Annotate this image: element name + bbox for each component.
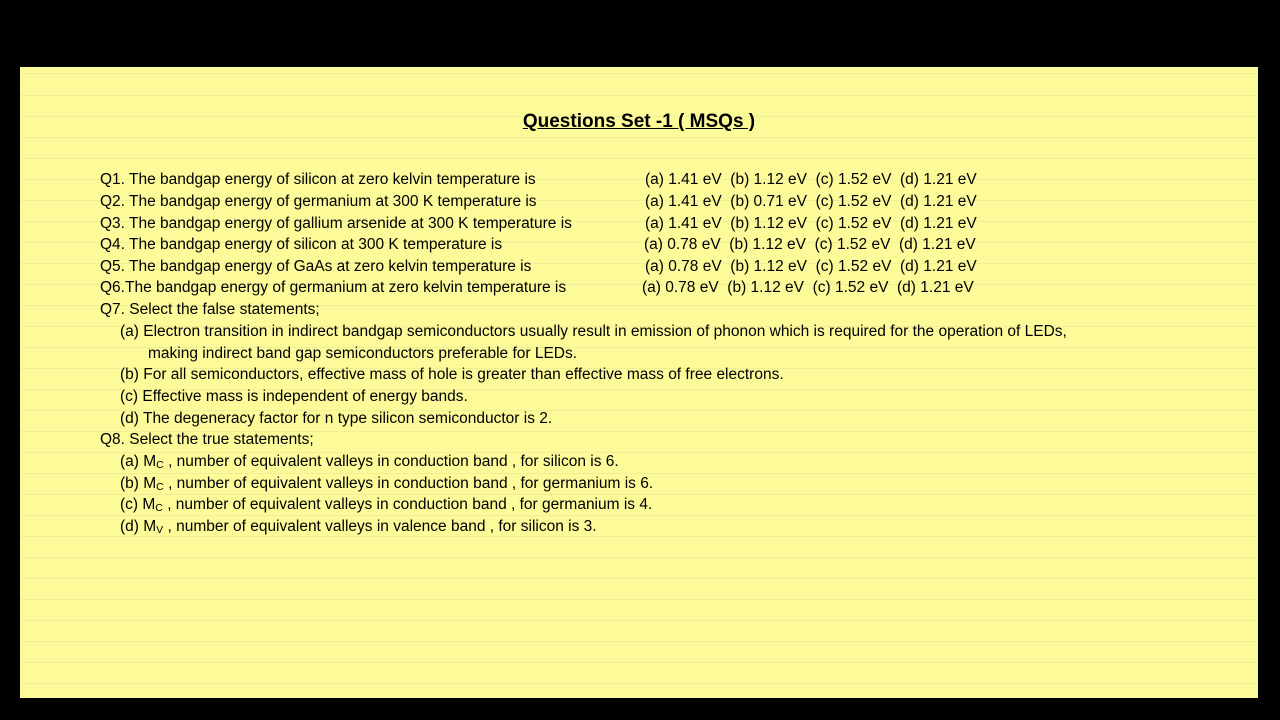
question-8-option-a: (a) $M_C$ , number of equivalent valleys in conduction band , for silicon is 6. (120, 453, 619, 471)
question-7-option-c: (c) Effective mass is independent of energy bands. (120, 388, 468, 405)
question-6-options: (a) 0.78 eV (b) 1.12 eV (c) 1.52 eV (d) 1.21 eV (642, 279, 974, 296)
question-3-options: (a) 1.41 eV (b) 1.12 eV (c) 1.52 eV (d) 1.21 eV (645, 215, 977, 232)
question-8-option-c: (c) $M_C$ , number of equivalent valleys in conduction band , for germanium is 4. (120, 496, 653, 514)
question-4: Q4. The bandgap energy of silicon at 300 K temperature is (100, 236, 503, 253)
question-1-options: (a) 1.41 eV (b) 1.12 eV (c) 1.52 eV (d) 1.21 eV (645, 171, 977, 188)
page-title: Questions Set -1 ( MSQs ) (522, 111, 756, 132)
question-7-option-a-continued: making indirect band gap semiconductors preferable for LEDs. (148, 345, 578, 362)
slide (20, 67, 1258, 698)
question-7-option-b: (b) For all semiconductors, effective mass of hole is greater than effective mass of free electrons. (120, 366, 784, 383)
question-6: Q6.The bandgap energy of germanium at zero kelvin temperature is (100, 279, 567, 296)
question-2-options: (a) 1.41 eV (b) 0.71 eV (c) 1.52 eV (d) 1.21 eV (645, 193, 977, 210)
question-3: Q3. The bandgap energy of gallium arsenide at 300 K temperature is (100, 215, 572, 232)
question-2: Q2. The bandgap energy of germanium at 300 K temperature is (100, 193, 537, 210)
question-4-options: (a) 0.78 eV (b) 1.12 eV (c) 1.52 eV (d) 1.21 eV (644, 236, 976, 253)
question-7-option-a: (a) Electron transition in indirect bandgap semiconductors usually result in emission of phonon which is required for the operation of LEDs, (120, 323, 1067, 340)
question-7-option-d: (d) The degeneracy factor for n type silicon semiconductor is 2. (120, 410, 553, 427)
question-8-option-d: (d) $M_V$ , number of equivalent valleys in valence band , for silicon is 3. (120, 518, 597, 536)
question-5: Q5. The bandgap energy of GaAs at zero kelvin temperature is (100, 258, 532, 275)
question-1: Q1. The bandgap energy of silicon at zero kelvin temperature is (100, 171, 536, 188)
question-7: Q7. Select the false statements; (100, 301, 320, 318)
question-8: Q8. Select the true statements; (100, 431, 314, 448)
question-5-options: (a) 0.78 eV (b) 1.12 eV (c) 1.52 eV (d) 1.21 eV (645, 258, 977, 275)
question-8-option-b: (b) $M_C$ , number of equivalent valleys in conduction band , for germanium is 6. (120, 475, 654, 493)
